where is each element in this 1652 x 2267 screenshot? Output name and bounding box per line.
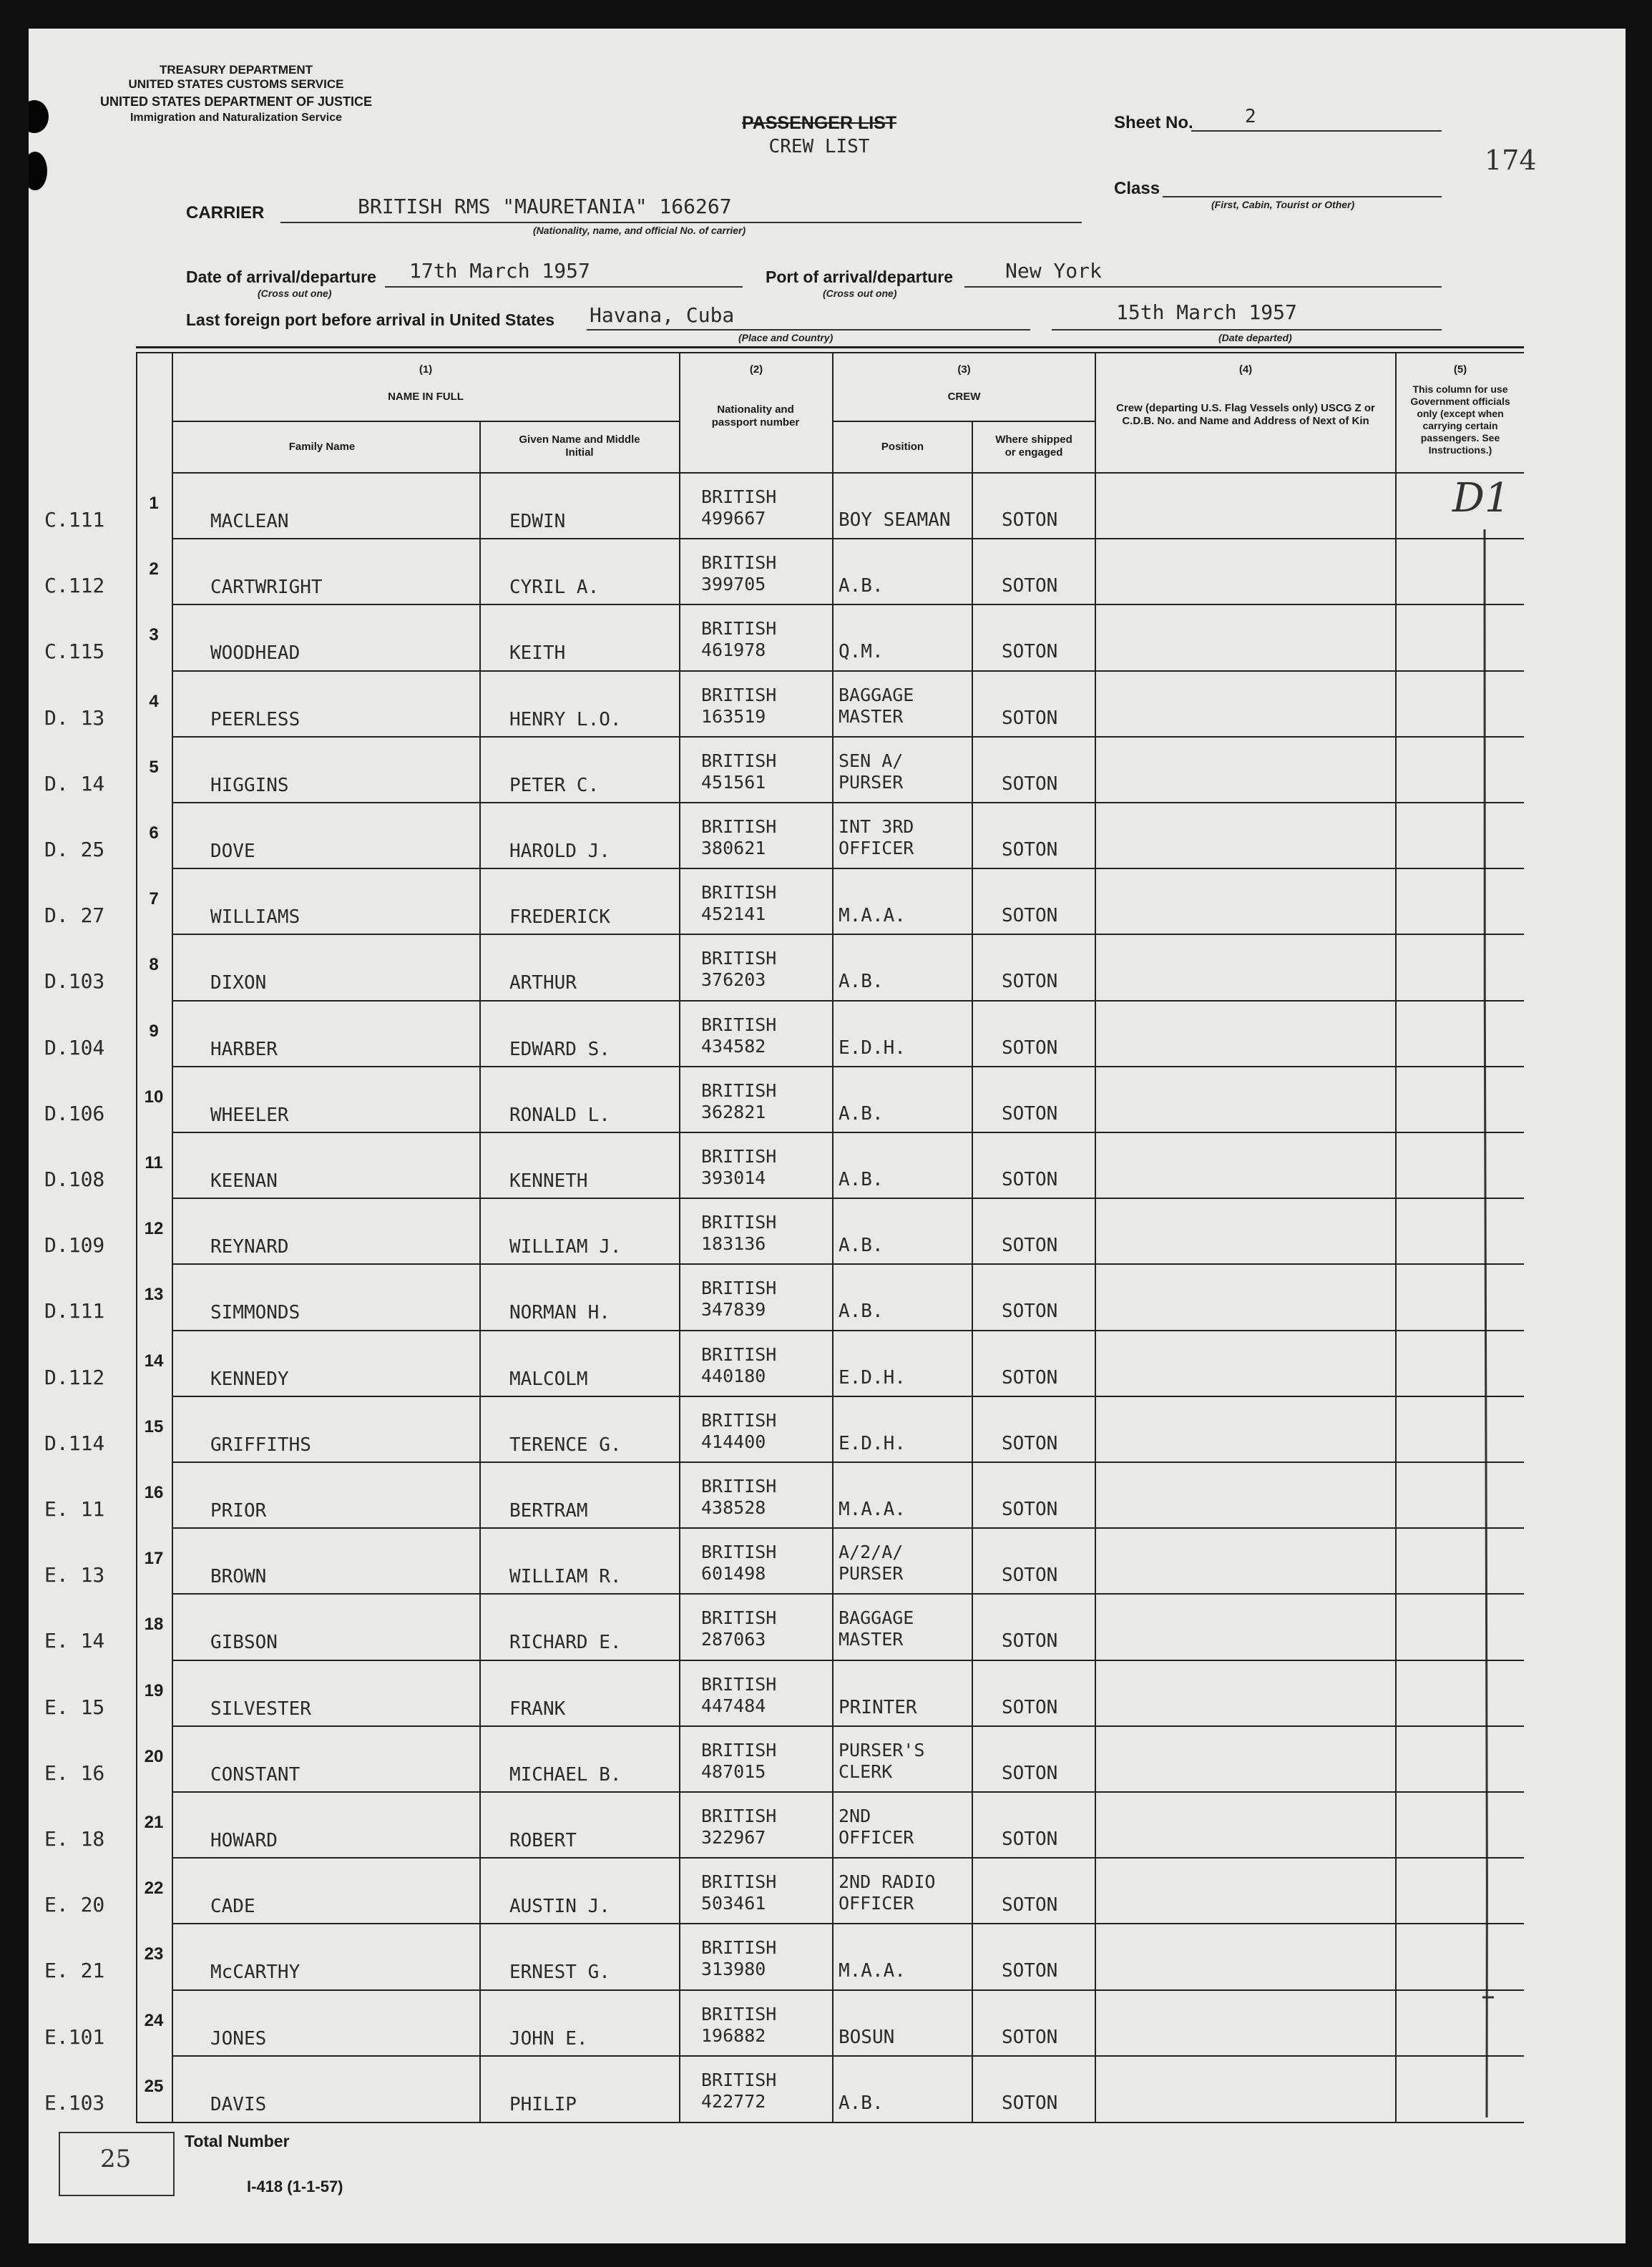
table-top-rule	[136, 346, 1524, 348]
shipped-port: SOTON	[1002, 1169, 1058, 1190]
shipped-port: SOTON	[1002, 575, 1058, 597]
position: A.B.	[839, 1235, 884, 1256]
row-ref-code: E. 11	[44, 1497, 105, 1521]
position-line-2: PURSER	[839, 1563, 904, 1584]
family-name: DIXON	[210, 972, 267, 994]
position: M.A.A.	[839, 1499, 906, 1520]
form-title: CREW LIST	[768, 136, 870, 157]
family-name: PEERLESS	[210, 709, 300, 730]
given-name: ERNEST G.	[509, 1962, 610, 1983]
total-label: Total Number	[185, 2132, 290, 2150]
row-number: 3	[149, 625, 159, 645]
table-row-rule	[172, 1923, 1524, 1924]
row-ref-code: D.103	[44, 969, 105, 993]
given-name: WILLIAM R.	[509, 1566, 622, 1587]
given-name: ROBERT	[509, 1830, 577, 1851]
given-name: HAROLD J.	[509, 841, 610, 862]
crew-table	[29, 29, 1626, 2243]
form-title-struck: PASSENGER LIST	[741, 113, 897, 133]
position-line-2: OFFICER	[839, 1827, 914, 1848]
col3-title: CREW	[947, 391, 981, 403]
family-name: MACLEAN	[210, 511, 289, 532]
shipped-port: SOTON	[1002, 707, 1058, 729]
carrier-value: BRITISH RMS "MAURETANIA" 166267	[358, 195, 732, 218]
nationality: BRITISH	[701, 1674, 777, 1695]
given-name: RICHARD E.	[509, 1632, 622, 1653]
position: A.B.	[839, 971, 884, 992]
passport-number: 362821	[701, 1102, 766, 1122]
passport-number: 438528	[701, 1497, 766, 1518]
table-row-rule	[172, 1660, 1524, 1661]
position-line-1: 2ND	[839, 1806, 871, 1826]
table-row-rule	[172, 1263, 1524, 1265]
row-number: 10	[144, 1087, 164, 1107]
nationality: BRITISH	[701, 2070, 777, 2090]
position-line-2: OFFICER	[839, 838, 914, 858]
passport-number: 287063	[701, 1629, 766, 1650]
row-ref-code: E.103	[44, 2091, 105, 2115]
given-name: TERENCE G.	[509, 1434, 622, 1456]
row-number: 4	[149, 692, 159, 711]
shipped-port: SOTON	[1002, 1235, 1058, 1256]
passport-number: 347839	[701, 1299, 766, 1320]
col-line-given-left	[479, 421, 481, 2122]
row-number: 23	[144, 1944, 164, 1964]
row-number: 15	[144, 1417, 164, 1436]
header-bottom-rule	[172, 472, 1524, 474]
row-ref-code: E.101	[44, 2025, 105, 2049]
row-number: 11	[145, 1153, 163, 1172]
col3-position-header: Position	[881, 441, 924, 453]
row-number: 19	[144, 1681, 164, 1700]
family-name: HOWARD	[210, 1830, 278, 1851]
shipped-port: SOTON	[1002, 641, 1058, 662]
column5-handwritten-line	[1452, 529, 1510, 2125]
position: M.A.A.	[839, 905, 906, 926]
given-name: ARTHUR	[509, 972, 577, 994]
position: A.B.	[839, 575, 884, 597]
family-name: KEENAN	[210, 1170, 278, 1192]
row-ref-code: E. 21	[44, 1959, 105, 1982]
col2-number: (2)	[749, 363, 763, 376]
shipped-port: SOTON	[1002, 773, 1058, 795]
row-number: 16	[144, 1483, 164, 1502]
family-name: WHEELER	[210, 1105, 289, 1126]
row-number: 1	[149, 494, 159, 513]
port-cross-hint: (Cross out one)	[823, 288, 897, 299]
col5-title: This column for use Government officials only (except when carrying certain passengers. See Instructions.)	[1410, 383, 1510, 456]
nationality: BRITISH	[701, 1080, 777, 1101]
passport-number: 422772	[701, 2091, 766, 2112]
table-row-rule	[172, 1791, 1524, 1793]
nationality: BRITISH	[701, 1806, 777, 1826]
dept-line-ins: Immigration and Naturalization Service	[129, 112, 343, 124]
row-number: 6	[149, 823, 159, 843]
table-row-rule	[172, 1132, 1524, 1133]
table-row-rule	[172, 604, 1524, 605]
shipped-port: SOTON	[1002, 1763, 1058, 1784]
given-name: MALCOLM	[509, 1368, 588, 1390]
given-name: KEITH	[509, 642, 566, 664]
row-ref-code: E. 20	[44, 1893, 105, 1916]
row-number: 13	[144, 1285, 164, 1304]
row-ref-code: E. 18	[44, 1827, 105, 1851]
shipped-port: SOTON	[1002, 1103, 1058, 1125]
passport-number: 163519	[701, 706, 766, 727]
nationality: BRITISH	[701, 1871, 777, 1892]
row-ref-code: D.109	[44, 1233, 105, 1257]
family-name: JONES	[210, 2028, 267, 2050]
family-name: CADE	[210, 1896, 255, 1917]
nationality: BRITISH	[701, 1212, 777, 1233]
shipped-port: SOTON	[1002, 1367, 1058, 1389]
given-name: CYRIL A.	[509, 577, 600, 598]
nationality: BRITISH	[701, 882, 777, 903]
sheet-no-value: 2	[1245, 106, 1256, 127]
row-ref-code: D.108	[44, 1167, 105, 1191]
nationality: BRITISH	[701, 750, 777, 771]
nationality: BRITISH	[701, 486, 777, 507]
nationality: BRITISH	[701, 1278, 777, 1298]
nationality: BRITISH	[701, 1937, 777, 1958]
passport-number: 601498	[701, 1563, 766, 1584]
shipped-port: SOTON	[1002, 1630, 1058, 1652]
family-name: McCARTHY	[210, 1962, 300, 1983]
row-ref-code: C.111	[44, 508, 105, 532]
table-row-rule	[172, 1527, 1524, 1529]
given-name: FREDERICK	[509, 906, 610, 928]
table-row-rule	[172, 2055, 1524, 2057]
row-number: 7	[149, 889, 159, 909]
table-row-rule	[172, 670, 1524, 672]
shipped-port: SOTON	[1002, 1037, 1058, 1059]
position-line-1: BAGGAGE	[839, 685, 914, 705]
shipped-port: SOTON	[1002, 1499, 1058, 1520]
class-label: Class	[1114, 179, 1160, 198]
given-name: PETER C.	[509, 775, 600, 796]
row-number: 2	[149, 559, 159, 579]
col1-given-header: Given Name and Middle Initial	[519, 434, 640, 459]
family-name: WILLIAMS	[210, 906, 300, 928]
class-hint: (First, Cabin, Tourist or Other)	[1211, 199, 1355, 210]
nationality: BRITISH	[701, 685, 777, 705]
nationality: BRITISH	[701, 816, 777, 837]
carrier-label: CARRIER	[186, 203, 265, 222]
row-ref-code: C.112	[44, 574, 105, 597]
table-row-rule	[172, 802, 1524, 803]
given-name: RONALD L.	[509, 1105, 610, 1126]
family-name: WOODHEAD	[210, 642, 300, 664]
crew-subheader-rule	[832, 421, 1095, 422]
passport-number: 380621	[701, 838, 766, 858]
nationality: BRITISH	[701, 2004, 777, 2024]
family-name: GRIFFITHS	[210, 1434, 311, 1456]
family-name: DAVIS	[210, 2094, 267, 2115]
family-name: CARTWRIGHT	[210, 577, 323, 598]
shipped-port: SOTON	[1002, 2092, 1058, 2114]
form-number: I-418 (1-1-57)	[247, 2178, 343, 2195]
given-name: NORMAN H.	[509, 1302, 610, 1323]
shipped-port: SOTON	[1002, 905, 1058, 926]
passport-number: 451561	[701, 772, 766, 793]
row-ref-code: D.114	[44, 1431, 105, 1455]
row-number: 8	[149, 955, 159, 974]
row-ref-code: D. 27	[44, 904, 105, 927]
port-value: New York	[1005, 259, 1102, 283]
passport-number: 452141	[701, 904, 766, 924]
row-number: 22	[144, 1879, 164, 1898]
page-stamp: 174	[1485, 145, 1537, 176]
col1-title: NAME IN FULL	[388, 391, 464, 403]
table-row-rule	[172, 1330, 1524, 1331]
position-line-1: 2ND RADIO	[839, 1871, 936, 1892]
position: A.B.	[839, 1301, 884, 1322]
row-number: 14	[144, 1351, 164, 1371]
shipped-port: SOTON	[1002, 1697, 1058, 1718]
family-name: DOVE	[210, 841, 255, 862]
family-name: KENNEDY	[210, 1368, 289, 1390]
position: E.D.H.	[839, 1433, 906, 1454]
nationality: BRITISH	[701, 552, 777, 573]
passport-number: 399705	[701, 574, 766, 594]
family-name: HARBER	[210, 1039, 278, 1060]
position: A.B.	[839, 1169, 884, 1190]
table-row-rule	[172, 1066, 1524, 1067]
shipped-port: SOTON	[1002, 971, 1058, 992]
col2-title: Nationality and passport number	[711, 403, 800, 429]
table-row-rule	[172, 1989, 1524, 1991]
row-number: 5	[149, 758, 159, 777]
row-number: 24	[144, 2011, 164, 2030]
table-row-rule	[172, 1198, 1524, 1199]
position: Q.M.	[839, 641, 884, 662]
row-ref-code: E. 13	[44, 1563, 105, 1587]
table-row-rule	[172, 868, 1524, 869]
position-line-1: A/2/A/	[839, 1542, 904, 1562]
passport-number: 487015	[701, 1761, 766, 1782]
row-ref-code: D. 13	[44, 706, 105, 730]
place-hint: (Place and Country)	[738, 332, 834, 343]
position-line-2: MASTER	[839, 706, 904, 727]
passport-number: 499667	[701, 508, 766, 529]
passport-number: 376203	[701, 969, 766, 990]
family-name: CONSTANT	[210, 1764, 300, 1786]
row-number: 9	[149, 1022, 159, 1041]
shipped-port: SOTON	[1002, 1301, 1058, 1322]
position-line-2: CLERK	[839, 1761, 893, 1782]
row-ref-code: E. 16	[44, 1761, 105, 1785]
row-ref-code: D.112	[44, 1366, 105, 1389]
crew-list-form	[29, 29, 1626, 2243]
passport-number: 393014	[701, 1167, 766, 1188]
nationality: BRITISH	[701, 1014, 777, 1035]
position: E.D.H.	[839, 1367, 906, 1389]
row-ref-code: E. 15	[44, 1695, 105, 1719]
position: M.A.A.	[839, 1960, 906, 1982]
table-row-rule	[172, 1461, 1524, 1463]
date-departed-value: 15th March 1957	[1116, 300, 1297, 324]
row-number: 17	[144, 1549, 164, 1568]
table-row-rule	[172, 934, 1524, 935]
family-name: GIBSON	[210, 1632, 278, 1653]
date-departed-hint: (Date departed)	[1218, 332, 1292, 343]
position: A.B.	[839, 1103, 884, 1125]
position-line-2: PURSER	[839, 772, 904, 793]
position: A.B.	[839, 2092, 884, 2114]
position-line-2: MASTER	[839, 1629, 904, 1650]
position-line-1: PURSER'S	[839, 1740, 925, 1761]
passport-number: 196882	[701, 2025, 766, 2046]
given-name: AUSTIN J.	[509, 1896, 610, 1917]
row-number: 25	[144, 2077, 164, 2096]
position: PRINTER	[839, 1697, 917, 1718]
nationality: BRITISH	[701, 1740, 777, 1761]
table-row-rule	[172, 1725, 1524, 1727]
dept-line-customs: UNITED STATES CUSTOMS SERVICE	[128, 77, 344, 91]
table-top-rule-2	[136, 352, 1524, 353]
table-row-rule	[172, 1396, 1524, 1397]
last-port-value: Havana, Cuba	[590, 303, 735, 327]
position-line-2: OFFICER	[839, 1893, 914, 1914]
given-name: EDWIN	[509, 511, 566, 532]
passport-number: 183136	[701, 1233, 766, 1254]
port-label: Port of arrival/departure	[766, 268, 954, 286]
shipped-port: SOTON	[1002, 1894, 1058, 1916]
table-bottom-rule	[136, 2122, 1524, 2123]
passport-number: 461978	[701, 640, 766, 660]
position-line-1: BAGGAGE	[839, 1607, 914, 1628]
family-name: PRIOR	[210, 1500, 267, 1522]
table-row-rule	[172, 736, 1524, 738]
table-row-rule	[172, 1000, 1524, 1002]
table-row-rule	[172, 1593, 1524, 1595]
dept-line-treasury: TREASURY DEPARTMENT	[159, 63, 313, 77]
row-ref-code: D.106	[44, 1102, 105, 1125]
given-name: WILLIAM J.	[509, 1236, 622, 1258]
shipped-port: SOTON	[1002, 1960, 1058, 1982]
family-name: HIGGINS	[210, 775, 289, 796]
sheet-no-label: Sheet No.	[1114, 113, 1193, 132]
nationality: BRITISH	[701, 1344, 777, 1365]
passport-number: 322967	[701, 1827, 766, 1848]
given-name: MICHAEL B.	[509, 1764, 622, 1786]
position-line-1: INT 3RD	[839, 816, 914, 837]
nationality: BRITISH	[701, 1607, 777, 1628]
nationality: BRITISH	[701, 1476, 777, 1497]
date-arrival-value: 17th March 1957	[409, 259, 590, 283]
family-name: REYNARD	[210, 1236, 289, 1258]
given-name: KENNETH	[509, 1170, 588, 1192]
col3-number: (3)	[957, 363, 971, 376]
nationality: BRITISH	[701, 1146, 777, 1167]
row-number: 18	[144, 1615, 164, 1634]
passport-number: 313980	[701, 1959, 766, 1979]
nationality: BRITISH	[701, 1542, 777, 1562]
dept-line-justice: UNITED STATES DEPARTMENT OF JUSTICE	[99, 94, 372, 109]
table-row-rule	[172, 538, 1524, 539]
row-ref-code: D.104	[44, 1036, 105, 1059]
nationality: BRITISH	[701, 948, 777, 969]
col1-number: (1)	[419, 363, 433, 376]
passport-number: 503461	[701, 1893, 766, 1914]
col5-number: (5)	[1453, 363, 1467, 376]
position: E.D.H.	[839, 1037, 906, 1059]
given-name: PHILIP	[509, 2094, 577, 2115]
col4-title: Crew (departing U.S. Flag Vessels only) USCG Z or C.D.B. No. and Name and Address of Next of Kin	[1116, 402, 1375, 427]
position: BOY SEAMAN	[839, 509, 951, 531]
passport-number: 447484	[701, 1695, 766, 1716]
row-ref-code: D. 25	[44, 838, 105, 861]
given-name: HENRY L.O.	[509, 709, 622, 730]
column5-mark: D1	[1452, 475, 1510, 522]
shipped-port: SOTON	[1002, 2027, 1058, 2048]
shipped-port: SOTON	[1002, 1828, 1058, 1850]
shipped-port: SOTON	[1002, 1433, 1058, 1454]
family-name: SIMMONDS	[210, 1302, 300, 1323]
last-port-label: Last foreign port before arrival in United States	[186, 310, 555, 329]
position-line-1: SEN A/	[839, 750, 904, 771]
row-ref-code: D.111	[44, 1299, 105, 1323]
nationality: BRITISH	[701, 1410, 777, 1431]
col4-number: (4)	[1238, 363, 1253, 376]
passport-number: 434582	[701, 1036, 766, 1057]
carrier-hint: (Nationality, name, and official No. of carrier)	[533, 225, 746, 236]
name-subheader-rule	[172, 421, 680, 422]
given-name: FRANK	[509, 1698, 566, 1720]
family-name: BROWN	[210, 1566, 267, 1587]
row-number: 12	[144, 1219, 164, 1238]
row-ref-code: C.115	[44, 640, 105, 663]
given-name: EDWARD S.	[509, 1039, 610, 1060]
shipped-port: SOTON	[1002, 1565, 1058, 1586]
date-cross-hint: (Cross out one)	[258, 288, 332, 299]
family-name: SILVESTER	[210, 1698, 311, 1720]
col3-shipped-header: Where shipped or engaged	[995, 434, 1072, 459]
total-value: 25	[100, 2145, 132, 2173]
passport-number: 414400	[701, 1431, 766, 1452]
passport-number: 440180	[701, 1366, 766, 1386]
col-line-pos-right	[972, 421, 973, 2122]
given-name: JOHN E.	[509, 2028, 588, 2050]
table-row-rule	[172, 1857, 1524, 1859]
row-number: 21	[144, 1813, 164, 1832]
date-arrival-label: Date of arrival/departure	[186, 268, 376, 286]
given-name: BERTRAM	[509, 1500, 588, 1522]
position: BOSUN	[839, 2027, 895, 2048]
shipped-port: SOTON	[1002, 509, 1058, 531]
row-number: 20	[144, 1747, 164, 1766]
col1-family-header: Family Name	[288, 441, 356, 453]
row-ref-code: D. 14	[44, 772, 105, 795]
shipped-port: SOTON	[1002, 839, 1058, 861]
row-ref-code: E. 14	[44, 1629, 105, 1652]
nationality: BRITISH	[701, 618, 777, 639]
